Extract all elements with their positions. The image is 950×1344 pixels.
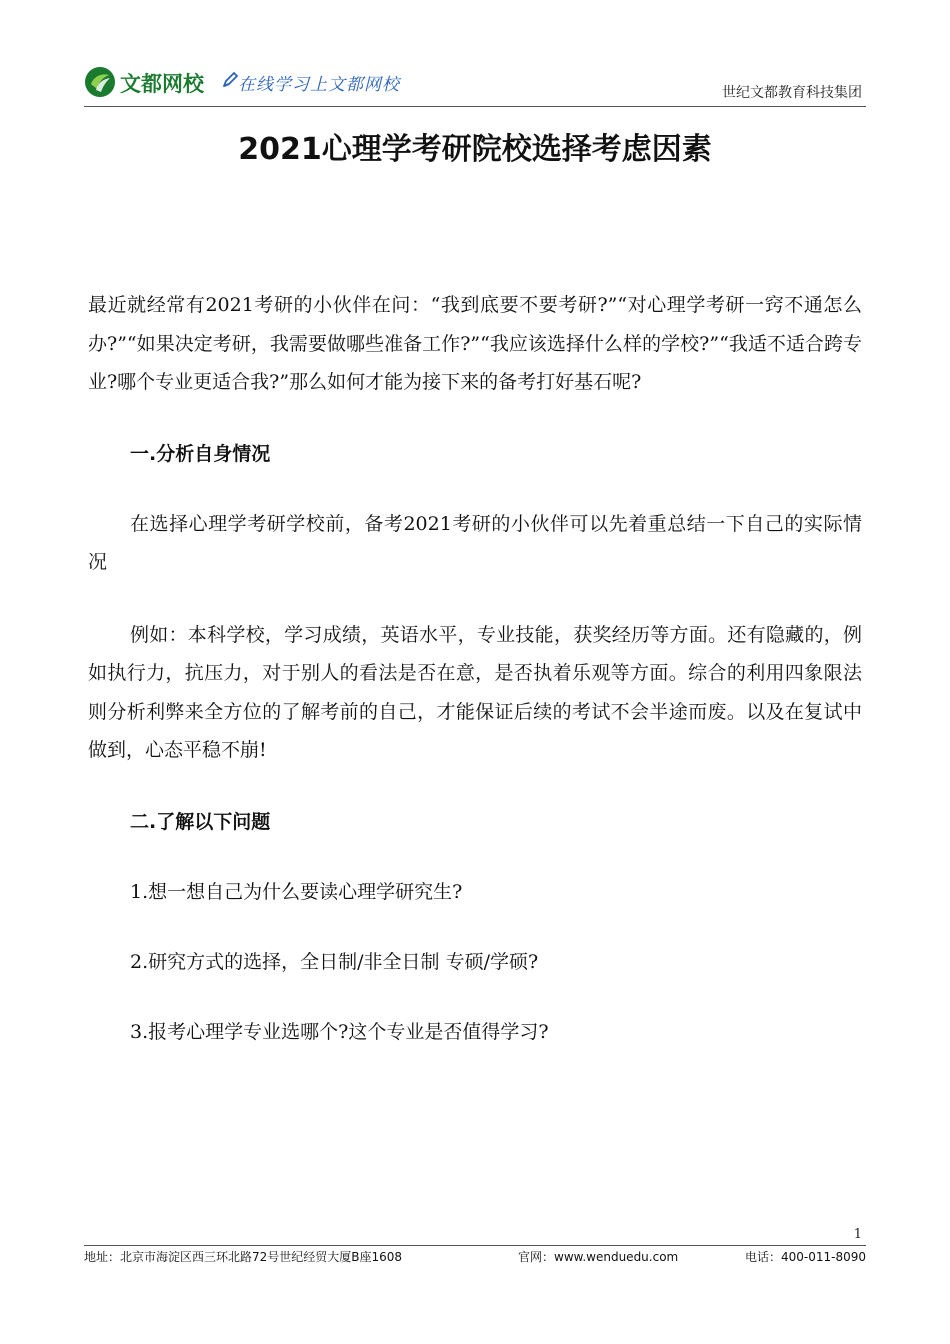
page-footer <box>84 1248 866 1268</box>
footer-divider <box>84 1245 866 1246</box>
document-body <box>88 286 862 1051</box>
wendu-logo-icon <box>84 66 116 98</box>
intro-paragraph: 最近就经常有2021考研的小伙伴在问：“我到底要不要考研?”“对心理学考研一窍不通怎么办?”“如果决定考研，我需要做哪些准备工作?”“我应该选择什么样的学校?”“我适不适合跨专业?哪个专业更适合我?”那么如何才能为接下来的备考打好基石呢? <box>88 294 862 393</box>
page-header <box>84 62 866 106</box>
header-divider <box>84 106 866 107</box>
page-number: 1 <box>853 1227 862 1242</box>
section1-paragraph-1: 在选择心理学考研学校前，备考2021考研的小伙伴可以先着重总结一下自己的实际情况 <box>88 512 862 573</box>
section-heading-2: 二.了解以下问题 <box>130 810 271 833</box>
footer-address: 地址：北京市海淀区西三环北路72号世纪经贸大厦B座1608 <box>84 1250 403 1264</box>
list-item: 2.研究方式的选择，全日制/非全日制 专硕/学硕? <box>130 950 539 973</box>
section-heading-1: 一.分析自身情况 <box>130 442 271 465</box>
footer-phone: 电话：400-011-8090 <box>744 1250 866 1264</box>
pen-icon <box>220 70 240 90</box>
footer-website: 官网：www.wenduedu.com <box>518 1250 679 1264</box>
slogan: 在线学习上文都网校 <box>238 75 400 95</box>
logo-text: 文都网校 <box>120 72 204 96</box>
list-item: 1.想一想自己为什么要读心理学研究生? <box>130 880 463 903</box>
company-name: 世纪文都教育科技集团 <box>722 85 862 101</box>
section1-paragraph-2: 例如：本科学校，学习成绩，英语水平，专业技能，获奖经历等方面。还有隐藏的，例如执行力，抗压力，对于别人的看法是否在意，是否执着乐观等方面。综合的利用四象限法则分析利弊来全方位的了解考前的自己，才能保证后续的考试不会半途而废。以及在复试中做到，心态平稳不崩! <box>88 623 862 761</box>
page-title: 2021心理学考研院校选择考虑因素 <box>238 132 712 167</box>
list-item: 3.报考心理学专业选哪个?这个专业是否值得学习? <box>130 1020 549 1043</box>
